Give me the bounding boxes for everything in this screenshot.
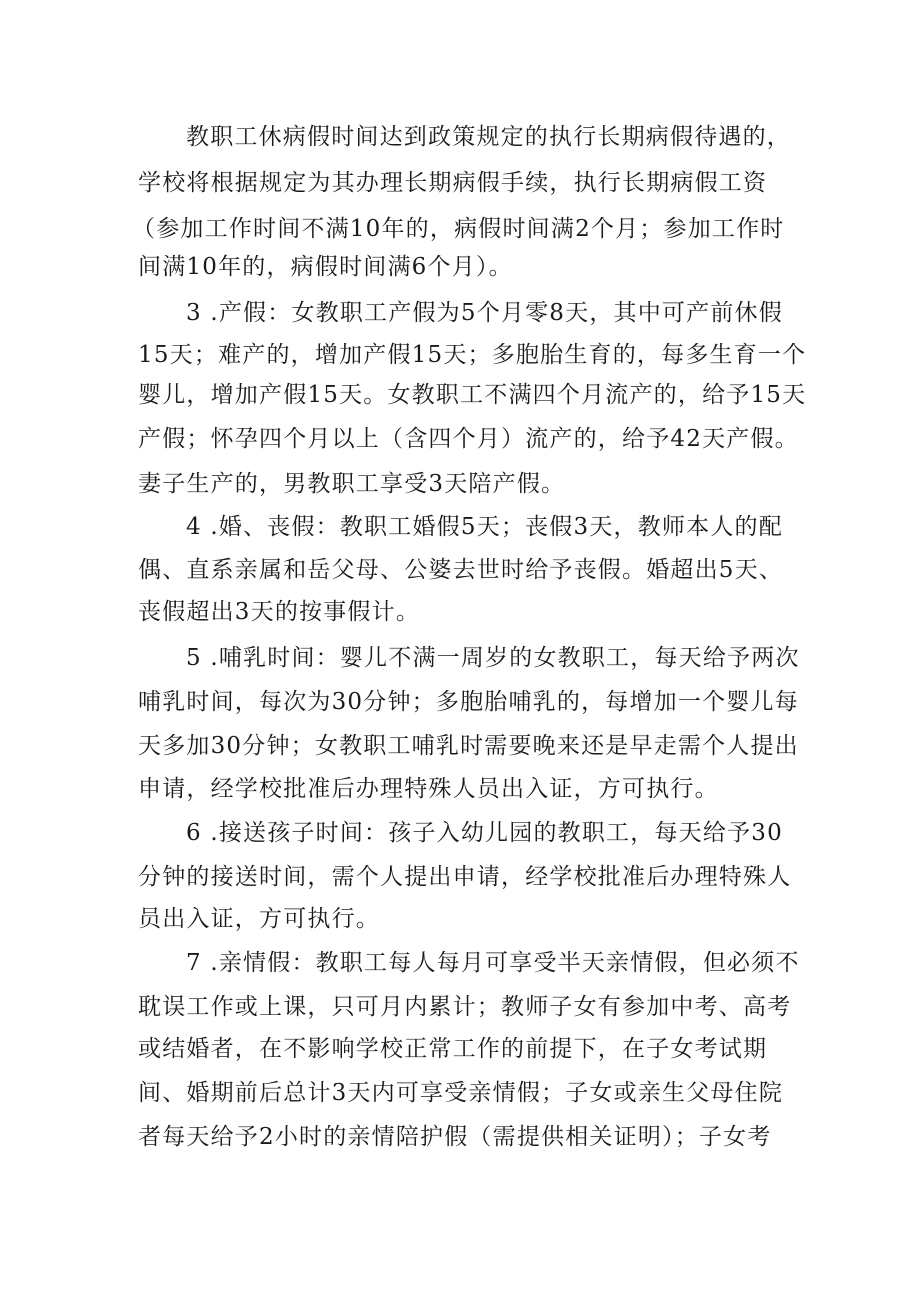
paragraph-line: 或结婚者，在不影响学校正常工作的前提下，在子女考试期 [138, 1036, 768, 1062]
paragraph-line: （参加工作时间不满10年的，病假时间满2个月；参加工作时 [132, 216, 785, 242]
paragraph-line: 者每天给予2小时的亲情陪护假（需提供相关证明）；子女考 [138, 1124, 772, 1150]
paragraph-line: 偶、直系亲属和岳父母、公婆去世时给予丧假。婚超出5天、 [138, 557, 784, 583]
paragraph-line: 学校将根据规定为其办理长期病假手续，执行长期病假工资 [138, 170, 768, 196]
paragraph-line: 哺乳时间，每次为30分钟；多胞胎哺乳的，每增加一个婴儿每 [138, 689, 799, 715]
paragraph-line: 间、婚期前后总计3天内可享受亲情假；子女或亲生父母住院 [138, 1080, 784, 1106]
paragraph-line: 耽误工作或上课，只可月内累计；教师子女有参加中考、高考 [138, 994, 792, 1020]
paragraph-line: 丧假超出3天的按事假计。 [138, 599, 421, 625]
paragraph-line: 员出入证，方可执行。 [138, 906, 380, 932]
paragraph-line: 分钟的接送时间，需个人提出申请，经学校批准后办理特殊人 [138, 864, 792, 890]
paragraph-line: 申请，经学校批准后办理特殊人员出入证，方可执行。 [138, 776, 719, 802]
paragraph-line: 3 .产假：女教职工产假为5个月零8天，其中可产前休假 [186, 300, 783, 326]
paragraph-line: 妻子生产的，男教职工享受3天陪产假。 [138, 471, 566, 497]
paragraph-line: 产假；怀孕四个月以上（含四个月）流产的，给予42天产假。 [138, 426, 799, 452]
paragraph-line: 4 .婚、丧假：教职工婚假5天；丧假3天，教师本人的配 [186, 514, 783, 540]
paragraph-line: 间满10年的，病假时间满6个月）。 [138, 254, 513, 280]
paragraph-line: 天多加30分钟；女教职工哺乳时需要晚来还是早走需个人提出 [138, 733, 799, 759]
paragraph-line: 5 .哺乳时间：婴儿不满一周岁的女教职工，每天给予两次 [186, 645, 800, 671]
paragraph-line: 15天；难产的，增加产假15天；多胞胎生育的，每多生育一个 [138, 342, 807, 368]
paragraph-line: 教职工休病假时间达到政策规定的执行长期病假待遇的， [186, 124, 791, 150]
paragraph-line: 7 .亲情假：教职工每人每月可享受半天亲情假，但必须不 [186, 950, 800, 976]
paragraph-line: 6 .接送孩子时间：孩子入幼儿园的教职工，每天给予30 [186, 820, 783, 846]
paragraph-line: 婴儿，增加产假15天。女教职工不满四个月流产的，给予15天 [138, 382, 807, 408]
